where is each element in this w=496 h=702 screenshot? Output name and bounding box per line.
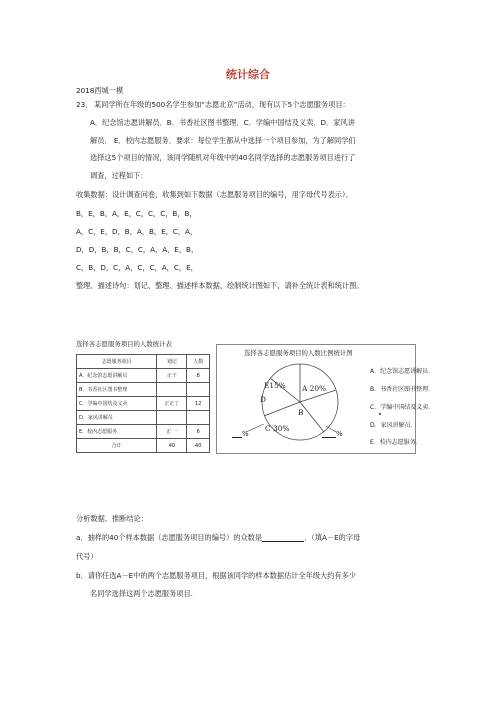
answer-blank[interactable] [262,534,304,542]
table-cell: D．家风讲解员 [77,411,157,425]
question-line: A．纪念馆志愿讲解员．B．书香社区图书整理．C．学编中国结及义卖．D．家风讲 [90,118,355,127]
table-row [77,383,210,397]
question-number: 23． [76,100,93,109]
table-cell: 40 [157,439,187,453]
pie-label-e: E15% [264,381,286,390]
legend-item: B．书香社区图书整理． [370,386,435,393]
pie-divider [264,402,300,416]
table-cell [187,383,210,397]
analysis-line: b．请你任选A－E中的两个志愿服务项目，根据该同学的样本数据估计全年级大约有多少 [76,571,356,580]
question-line: 某同学所在年级的500名学生参加“志愿北京”活动，现有以下5个志愿服务项目： [94,100,350,109]
analysis-line-a [76,533,360,542]
table-cell: A．纪念馆志愿讲解员 [77,369,157,383]
question-line: 解员． E．校内志愿服务．要求：每位学生都从中选择一个项目参加，为了解同学们 [90,136,356,145]
data-row: A，C，E，D，B，A，B，E，C，A， [76,227,198,236]
percent-sign: % [242,430,249,438]
table-cell: 8 [187,369,210,383]
question-line: 选择这5个项目的情况，该同学随机对年级中的40名同学选择的志愿服务项目进行了 [90,153,356,162]
table-row [77,397,210,411]
analysis-heading: 分析数据、推断结论： [76,514,148,523]
table-cell [187,411,210,425]
percent-sign: % [336,430,343,438]
legend-item: D．家风讲解员． [370,422,417,429]
analysis-a-text: a．抽样的40个样本数据（志愿服务项目的编号）的众数是 [76,533,263,542]
table-cell: 正正丁 [157,397,187,411]
source-label: 2018西城一模 [76,86,124,95]
analysis-a-tail: ．（填A－E的字母 [304,533,361,542]
analysis-line: 名同学选择这两个志愿服务项目. [90,589,193,598]
pie-label-a: A 20% [302,384,327,393]
table-header-row [77,355,210,369]
table-row [77,411,210,425]
table-row [77,439,210,453]
pie-label-c: C 30% [265,424,290,433]
blank-percent-right [322,430,343,438]
chart-title: 选择各志愿服务项目的人数比例统计图 [244,349,353,357]
table-cell [157,383,187,397]
table-header: 人数 [187,355,210,369]
blank-percent-left [232,430,249,438]
question-line: 收集数据：设计调查问卷，收集到如下数据（志愿服务项目的编号，用字母代号表示）。 [76,190,353,199]
table-cell [157,411,187,425]
table-caption: 选择各志愿服务项目的人数统计表 [76,340,172,348]
table-header: 志愿服务项目 [77,355,157,369]
page-title: 统计综合 [226,68,270,81]
legend-item: A．纪念馆志愿讲解员． [370,368,435,375]
table-cell: 正干 [157,369,187,383]
table-row [77,425,210,439]
data-row: B，E，B，A，E，C，C，C，B，B， [76,209,197,218]
legend-item: E．校内志愿服务． [370,439,422,446]
pie-divider [300,402,324,432]
table-row [77,369,210,383]
table-cell: 12 [187,397,210,411]
table-cell: 6 [187,425,210,439]
table-cell: E．校内志愿服务 [77,425,157,439]
table-cell: 正 一 [157,425,187,439]
analysis-line: 代号） [76,552,98,561]
data-row: D，D，B，B，C，C，A，A，E，B， [76,245,199,254]
question-line: 调查，过程如下： [90,171,148,180]
legend-item: C．学编中国结及义卖． [370,404,435,411]
data-row: C，B，D，C，A，C，C，A，C，E， [76,263,198,272]
table-cell: B．书香社区图书整理 [77,383,157,397]
stats-table [76,354,210,453]
table-cell: C．学编中国结及义卖 [77,397,157,411]
table-header: 划记 [157,355,187,369]
pie-label-d: D [260,395,266,404]
question-line: 整理、描述诗句：划记、整理、描述样本数据，绘制统计图如下，请补全统计表和统计图。 [76,281,364,290]
pie-label-b: B [298,408,304,417]
table-cell: 合计 [77,439,157,453]
table-cell: 40 [187,439,210,453]
dot-mark [379,413,381,415]
